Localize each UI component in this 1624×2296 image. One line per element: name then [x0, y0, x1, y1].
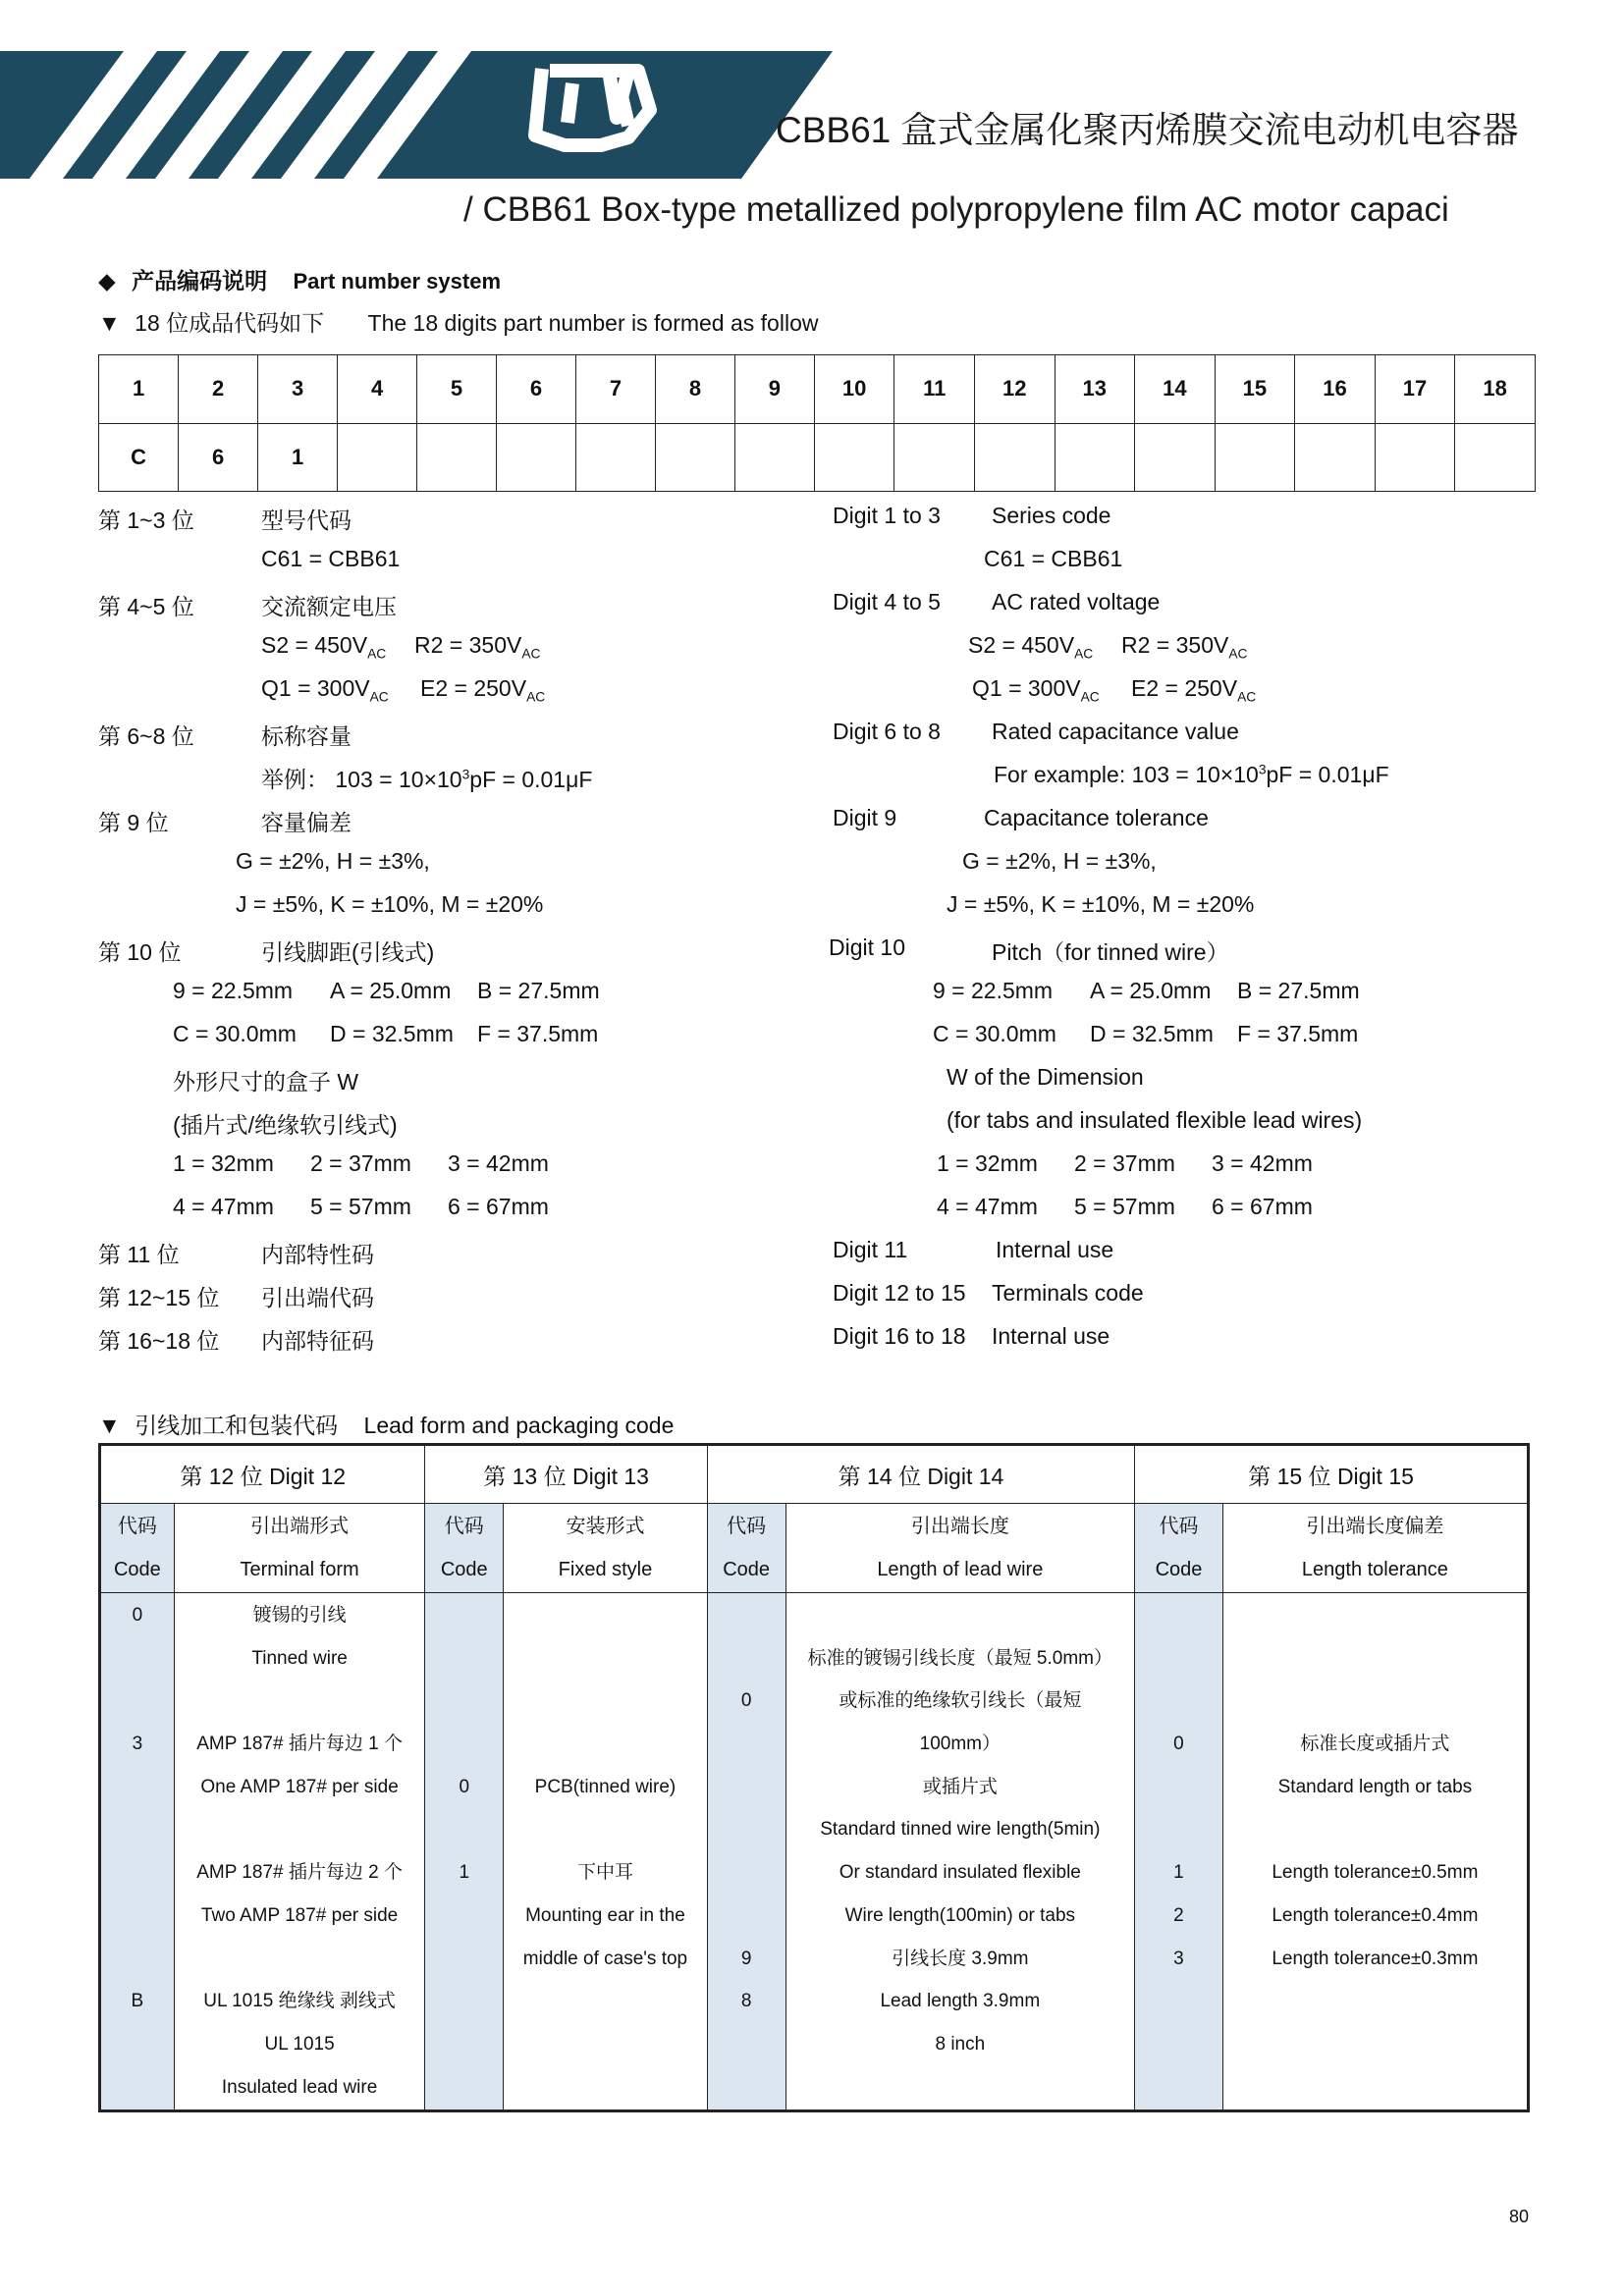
value-cell — [1055, 423, 1135, 492]
digit-16-18-name-cn: 内部特征码 — [261, 1328, 374, 1354]
document-title-cn: CBB61 盒式金属化聚丙烯膜交流电动机电容器 — [776, 110, 1519, 150]
lead-length-header: 引出端长度 Length of lead wire — [785, 1504, 1135, 1593]
dimension-w-en: W of the Dimension — [947, 1064, 1144, 1090]
digit-cell: 2 — [179, 355, 258, 424]
digit-cell: 5 — [417, 355, 497, 424]
pitch-en-5: D = 32.5mm — [1090, 1021, 1214, 1046]
digit-cell: 15 — [1215, 355, 1295, 424]
digit-cell: 4 — [338, 355, 417, 424]
digit-9-label-en: Digit 9 — [833, 805, 897, 830]
code-column-header: 代码 Code — [100, 1504, 175, 1593]
width-en-5: 5 = 57mm — [1074, 1194, 1175, 1219]
digit-cell: 11 — [894, 355, 975, 424]
digit-13-header: 第 13 位 Digit 13 — [425, 1445, 707, 1504]
code-column-header: 代码 Code — [1135, 1504, 1223, 1593]
section-title-en: Lead form and packaging code — [363, 1413, 675, 1438]
digit-12-15-label-cn: 第 12~15 位 — [98, 1285, 220, 1310]
digit-12-terminal-form-column: 镀锡的引线 Tinned wire AMP 187# 插片每边 1 个 One AMP 187# per side AMP 187# 插片每边 2 个 Two AMP 187# per side UL 1015 绝缘线 剥线式 UL 1015 Insulated lead wire — [174, 1593, 425, 2111]
digit-header-row — [99, 355, 1536, 424]
width-cn-4: 4 = 47mm — [173, 1194, 274, 1219]
digit-cell: 6 — [497, 355, 576, 424]
value-cell — [814, 423, 894, 492]
triangle-bullet-icon: ▼ — [98, 310, 121, 336]
width-cn-5: 5 = 57mm — [310, 1194, 411, 1219]
section-18-digits — [98, 305, 818, 338]
digit-12-15-name-cn: 引出端代码 — [261, 1285, 374, 1310]
value-cell — [974, 423, 1055, 492]
digit-12-15-label-en: Digit 12 to 15 — [833, 1280, 966, 1306]
code-column-header: 代码 Code — [707, 1504, 785, 1593]
part-number-table — [98, 354, 1536, 492]
pitch-en-3: B = 27.5mm — [1237, 978, 1360, 1003]
table-body-row — [100, 1593, 1529, 2111]
width-en-3: 3 = 42mm — [1212, 1150, 1313, 1176]
section-part-number — [98, 263, 501, 295]
pitch-cn-1: 9 = 22.5mm — [173, 978, 294, 1003]
digit-10-name-en: Pitch（for tinned wire） — [992, 939, 1229, 965]
digit-cell: 18 — [1455, 355, 1536, 424]
value-cell: C — [99, 423, 179, 492]
code-column-header: 代码 Code — [425, 1504, 504, 1593]
voltage-e2-en: $E2 = 250V_{AC}$ — [1131, 675, 1257, 705]
digit-cell: 13 — [1055, 355, 1135, 424]
value-cell — [655, 423, 734, 492]
length-tolerance-header: 引出端长度偏差 Length tolerance — [1222, 1504, 1528, 1593]
digit-12-15-name-en: Terminals code — [992, 1280, 1144, 1306]
digit-9-name-en: Capacitance tolerance — [984, 805, 1209, 830]
pitch-en-2: A = 25.0mm — [1090, 978, 1212, 1003]
table-column-header-row — [100, 1504, 1529, 1593]
digit-4-5-label-en: Digit 4 to 5 — [833, 589, 941, 614]
digit-cell: 14 — [1135, 355, 1216, 424]
digit-16-18-label-cn: 第 16~18 位 — [98, 1328, 220, 1354]
value-cell: 1 — [258, 423, 338, 492]
digit-12-header: 第 12 位 Digit 12 — [100, 1445, 425, 1504]
section-title-cn: 引线加工和包装代码 — [135, 1413, 339, 1438]
section-title-en: Part number system — [293, 269, 502, 294]
voltage-e2-cn: $E2 = 250V_{AC}$ — [420, 675, 546, 705]
digit-value-row — [99, 423, 1536, 492]
digit-cell: 16 — [1295, 355, 1376, 424]
pitch-en-6: F = 37.5mm — [1237, 1021, 1359, 1046]
digit-cell: 3 — [258, 355, 338, 424]
value-cell — [1455, 423, 1536, 492]
value-cell — [1215, 423, 1295, 492]
digit-10-name-cn: 引线脚距(引线式) — [261, 939, 435, 965]
voltage-r2-cn: $R2 = 350V_{AC}$ — [414, 632, 541, 662]
dimension-w-cn: 外形尺寸的盒子 W — [173, 1069, 359, 1095]
document-title-en: / CBB61 Box-type metallized polypropylene film AC motor capaci — [463, 190, 1449, 229]
digit-14-code-column: 0 9 8 — [707, 1593, 785, 2111]
digit-12-code-column: 0 3 B — [100, 1593, 175, 2111]
tolerance-line1-en: G = ±2%, H = ±3%, — [962, 848, 1157, 874]
digit-10-label-cn: 第 10 位 — [98, 939, 182, 965]
digit-10-label-en: Digit 10 — [829, 934, 905, 960]
digit-cell: 10 — [814, 355, 894, 424]
digit-cell: 8 — [655, 355, 734, 424]
pitch-cn-2: A = 25.0mm — [330, 978, 452, 1003]
pitch-cn-6: F = 37.5mm — [477, 1021, 599, 1046]
digit-cell: 12 — [974, 355, 1055, 424]
digit-14-header: 第 14 位 Digit 14 — [707, 1445, 1134, 1504]
value-cell — [338, 423, 417, 492]
value-cell — [1135, 423, 1216, 492]
digit-6-8-name-cn: 标称容量 — [261, 723, 352, 749]
voltage-r2-en: $R2 = 350V_{AC}$ — [1121, 632, 1248, 662]
width-cn-1: 1 = 32mm — [173, 1150, 274, 1176]
digit-1-3-name-cn: 型号代码 — [261, 507, 352, 533]
lead-packaging-table — [98, 1443, 1530, 2112]
capacitance-example-en: For example: $103 = 10\times 10^3pF = 0.01\mu F$ — [994, 762, 1389, 787]
tolerance-line2-en: J = ±5%, K = ±10%, M = ±20% — [947, 891, 1255, 917]
value-cell — [1295, 423, 1376, 492]
header-banner — [0, 0, 1624, 196]
digit-6-8-label-en: Digit 6 to 8 — [833, 719, 941, 744]
digit-4-5-label-cn: 第 4~5 位 — [98, 594, 194, 619]
width-cn-3: 3 = 42mm — [448, 1150, 549, 1176]
dimension-w-note-en: (for tabs and insulated flexible lead wires) — [947, 1107, 1363, 1133]
section-title-en: The 18 digits part number is formed as follow — [367, 310, 819, 336]
value-cell — [497, 423, 576, 492]
digit-15-header: 第 15 位 Digit 15 — [1135, 1445, 1529, 1504]
digit-9-label-cn: 第 9 位 — [98, 810, 169, 835]
digit-6-8-label-cn: 第 6~8 位 — [98, 723, 194, 749]
section-title-cn: 18 位成品代码如下 — [135, 310, 325, 336]
width-cn-2: 2 = 37mm — [310, 1150, 411, 1176]
digit-cell: 1 — [99, 355, 179, 424]
digit-4-5-name-en: AC rated voltage — [992, 589, 1161, 614]
digit-4-5-name-cn: 交流额定电压 — [261, 594, 397, 619]
terminal-form-header: 引出端形式 Terminal form — [174, 1504, 425, 1593]
digit-11-label-en: Digit 11 — [833, 1237, 908, 1262]
width-en-6: 6 = 67mm — [1212, 1194, 1313, 1219]
digit-cell: 17 — [1375, 355, 1455, 424]
digit-13-code-column: 0 1 — [425, 1593, 504, 2111]
digit-11-name-cn: 内部特性码 — [261, 1242, 374, 1267]
pitch-en-4: C = 30.0mm — [933, 1021, 1056, 1046]
dimension-w-note-cn: (插片式/绝缘软引线式) — [173, 1112, 398, 1138]
triangle-bullet-icon: ▼ — [98, 1413, 121, 1438]
width-en-2: 2 = 37mm — [1074, 1150, 1175, 1176]
digit-1-3-name-en: Series code — [992, 503, 1111, 528]
value-cell: 6 — [179, 423, 258, 492]
page-number: 80 — [1509, 2207, 1530, 2226]
tolerance-line2-cn: J = ±5%, K = ±10%, M = ±20% — [236, 891, 544, 917]
value-cell — [575, 423, 655, 492]
voltage-s2-cn: $S2 = 450V_{AC}$ — [261, 632, 387, 662]
value-cell — [894, 423, 975, 492]
voltage-s2-en: $S2 = 450V_{AC}$ — [968, 632, 1094, 662]
pitch-en-1: 9 = 22.5mm — [933, 978, 1054, 1003]
digit-13-fixed-style-column: PCB(tinned wire) 下中耳 Mounting ear in the middle of case's top — [504, 1593, 708, 2111]
diamond-bullet-icon: ◆ — [98, 268, 116, 294]
width-cn-6: 6 = 67mm — [448, 1194, 549, 1219]
pitch-cn-4: C = 30.0mm — [173, 1021, 297, 1046]
value-cell — [417, 423, 497, 492]
digit-11-label-cn: 第 11 位 — [98, 1242, 180, 1267]
voltage-q1-cn: $Q1 = 300V_{AC}$ — [261, 675, 389, 705]
width-en-1: 1 = 32mm — [937, 1150, 1038, 1176]
digit-16-18-label-en: Digit 16 to 18 — [833, 1323, 966, 1349]
digit-16-18-name-en: Internal use — [992, 1323, 1110, 1349]
digit-cell: 7 — [575, 355, 655, 424]
digit-9-name-cn: 容量偏差 — [261, 810, 352, 835]
digit-15-length-tolerance-column: 标准长度或插片式 Standard length or tabs Length tolerance±0.5mm Length tolerance±0.4mm Length tolerance±0.3mm — [1222, 1593, 1528, 2111]
digit-1-3-label-en: Digit 1 to 3 — [833, 503, 941, 528]
digit-15-code-column: 0 1 2 3 — [1135, 1593, 1223, 2111]
capacitance-example-cn: 举例： $103 = 10\times 10^3pF = 0.01\mu F$ — [261, 767, 593, 792]
digit-11-name-en: Internal use — [996, 1237, 1114, 1262]
pitch-cn-5: D = 32.5mm — [330, 1021, 454, 1046]
digit-1-3-value-en: C61 = CBB61 — [984, 546, 1123, 571]
value-cell — [734, 423, 814, 492]
pitch-cn-3: B = 27.5mm — [477, 978, 600, 1003]
tolerance-line1-cn: G = ±2%, H = ±3%, — [236, 848, 430, 874]
digit-6-8-name-en: Rated capacitance value — [992, 719, 1239, 744]
digit-14-lead-length-column: 标准的镀锡引线长度（最短 5.0mm） 或标准的绝缘软引线长（最短 100mm） 或插片式 Standard tinned wire length(5min) Or standard insulated flexible Wire length(100min) or tabs 引线长度 3.9mm Lead length 3.9mm 8 inch — [785, 1593, 1135, 2111]
digit-1-3-value-cn: C61 = CBB61 — [261, 546, 401, 571]
fixed-style-header: 安装形式 Fixed style — [504, 1504, 708, 1593]
voltage-q1-en: $Q1 = 300V_{AC}$ — [972, 675, 1100, 705]
digit-cell: 9 — [734, 355, 814, 424]
table-group-header-row — [100, 1445, 1529, 1504]
section-title-cn: 产品编码说明 — [132, 268, 268, 294]
value-cell — [1375, 423, 1455, 492]
width-en-4: 4 = 47mm — [937, 1194, 1038, 1219]
section-lead-form — [98, 1408, 674, 1440]
digit-1-3-label-cn: 第 1~3 位 — [98, 507, 194, 533]
